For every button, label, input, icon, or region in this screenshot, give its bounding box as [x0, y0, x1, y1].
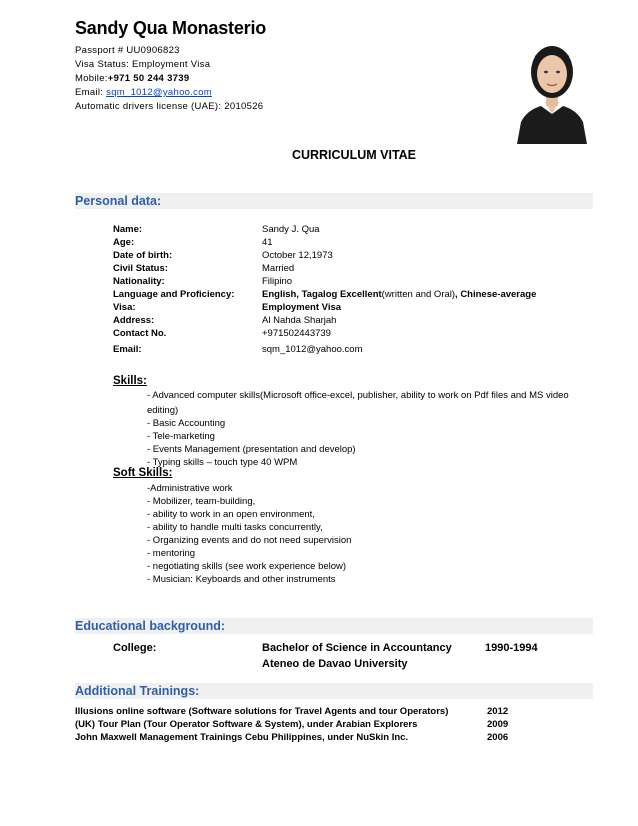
soft-skill-item: - Mobilizer, team-building, — [147, 496, 256, 507]
language-main: English, Tagalog Excellent — [262, 289, 382, 300]
soft-skill-item: - negotiating skills (see work experience below) — [147, 561, 347, 572]
education-title: Educational background: — [75, 619, 226, 633]
pd-label: Visa: — [113, 302, 136, 313]
pd-value: Married — [262, 263, 295, 274]
pd-label: Name: — [113, 224, 143, 235]
pd-label: Nationality: — [113, 276, 165, 287]
pd-label: Date of birth: — [113, 250, 173, 261]
trainings-header — [75, 683, 593, 699]
pd-value: Al Nahda Sharjah — [262, 315, 337, 326]
soft-skill-item: - ability to handle multi tasks concurrently, — [147, 522, 323, 533]
profile-photo — [507, 22, 597, 144]
skill-item: - Typing skills – touch type 40 WPM — [147, 457, 298, 468]
document-title: CURRICULUM VITAE — [291, 148, 417, 162]
email-link[interactable]: sqm_1012@yahoo.com — [106, 87, 213, 98]
visa-status-line: Visa Status: Employment Visa — [75, 59, 211, 70]
personal-data-header — [75, 193, 593, 209]
skills-heading: Skills: — [113, 375, 147, 387]
education-degree: Bachelor of Science in Accountancy — [262, 642, 452, 654]
pd-label: Email: — [113, 344, 142, 355]
mobile-label: Mobile: — [75, 73, 108, 84]
training-year: 2012 — [487, 706, 509, 717]
pd-value-language — [262, 288, 536, 301]
soft-skill-item: - mentoring — [147, 548, 196, 559]
skill-item: editing) — [147, 405, 179, 416]
soft-skill-item: -Administrative work — [147, 483, 233, 494]
pd-label: Age: — [113, 237, 135, 248]
soft-skills-heading: Soft Skills: — [113, 467, 173, 479]
language-extra: , Chinese-average — [455, 289, 537, 300]
education-years: 1990-1994 — [485, 642, 538, 654]
skill-item: - Advanced computer skills(Microsoft office-excel, publisher, ability to work on Pdf files and MS video — [147, 390, 569, 401]
education-level: College: — [113, 642, 157, 654]
skill-item: - Events Management (presentation and develop) — [147, 444, 356, 455]
soft-skill-item: - Organizing events and do not need supervision — [147, 535, 352, 546]
pd-label: Contact No. — [113, 328, 167, 339]
pd-value: Sandy J. Qua — [262, 224, 320, 235]
pd-label: Civil Status: — [113, 263, 168, 274]
pd-value: October 12,1973 — [262, 250, 333, 261]
training-item: Illusions online software (Software solutions for Travel Agents and tour Operators) — [75, 706, 449, 717]
trainings-title: Additional Trainings: — [75, 684, 200, 698]
license-line: Automatic drivers license (UAE): 2010526 — [75, 101, 264, 112]
skill-item: - Tele-marketing — [147, 431, 215, 442]
pd-value: 41 — [262, 237, 273, 248]
pd-value: Employment Visa — [262, 302, 342, 313]
pd-value: sqm_1012@yahoo.com — [262, 344, 363, 355]
soft-skill-item: - ability to work in an open environment, — [147, 509, 315, 520]
pd-label: Language and Proficiency: — [113, 289, 235, 300]
candidate-name: Sandy Qua Monasterio — [75, 18, 267, 38]
skill-item: - Basic Accounting — [147, 418, 226, 429]
training-year: 2009 — [487, 719, 509, 730]
personal-data-title: Personal data: — [75, 194, 162, 208]
training-item: (UK) Tour Plan (Tour Operator Software & System), under Arabian Explorers — [75, 719, 418, 730]
training-year: 2006 — [487, 732, 509, 743]
email-label: Email: — [75, 87, 107, 98]
mobile-line — [75, 72, 189, 86]
education-header — [75, 618, 593, 634]
education-school: Ateneo de Davao University — [262, 658, 408, 670]
pd-value: +971502443739 — [262, 328, 331, 339]
pd-value: Filipino — [262, 276, 293, 287]
mobile-number: +971 50 244 3739 — [107, 73, 190, 84]
training-item: John Maxwell Management Trainings Cebu Philippines, under NuSkin Inc. — [75, 732, 409, 743]
passport-line: Passport # UU0906823 — [75, 45, 180, 56]
pd-label: Address: — [113, 315, 155, 326]
email-line — [75, 86, 212, 100]
soft-skill-item: - Musician: Keyboards and other instruments — [147, 574, 336, 585]
language-detail: (written and Oral) — [381, 289, 456, 300]
